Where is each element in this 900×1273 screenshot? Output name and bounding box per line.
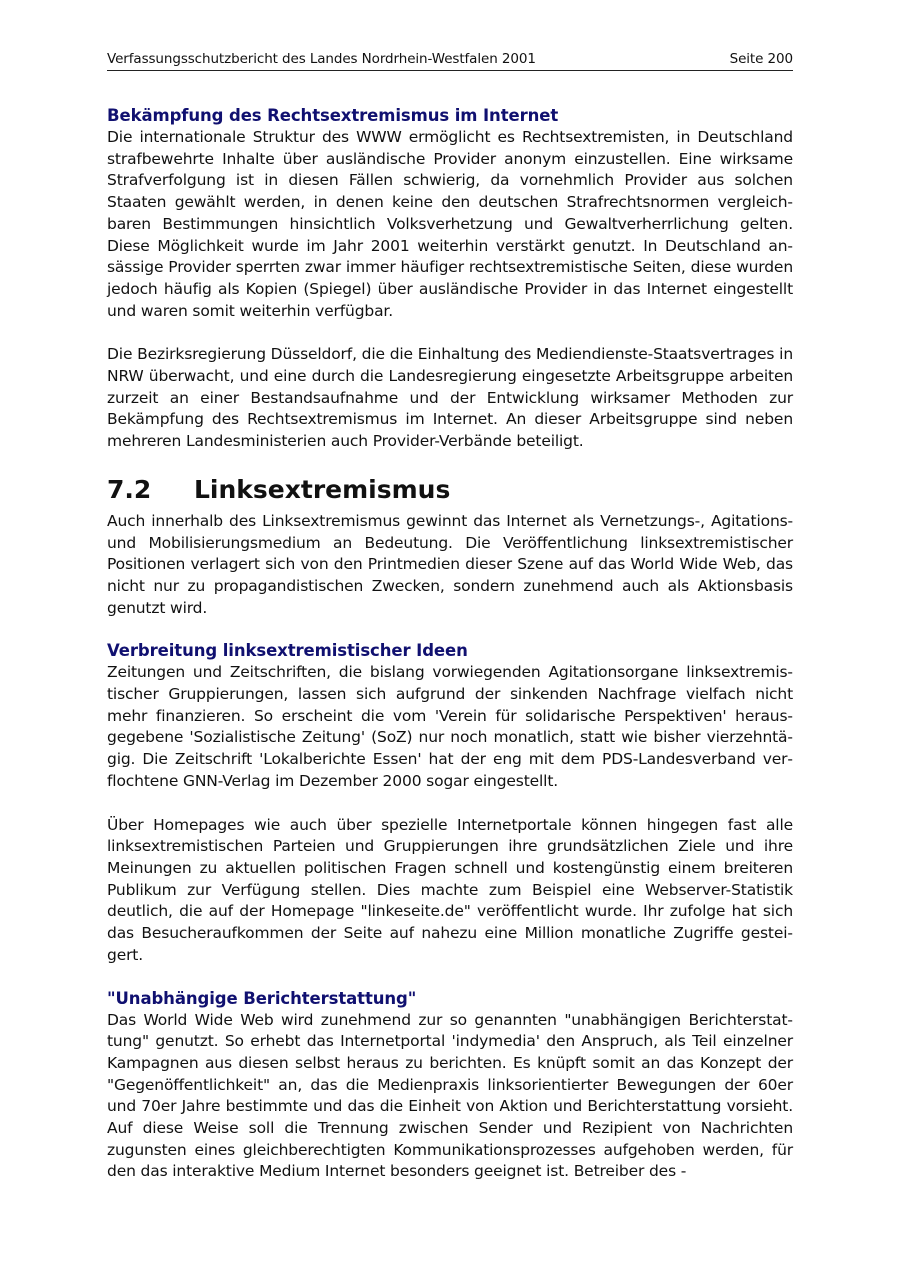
chapter-number: 7.2 bbox=[107, 474, 152, 504]
paragraph: Die Bezirksregierung Düsseldorf, die die Einhaltung des Mediendienste-Staatsvertrages in NRW überwacht, und eine durch die Landesregierung eingesetzte Arbeitsgruppe arbeiten zurzeit an einer Bestandsaufnahme und der Entwicklung wirksamer Methoden zur Bekämpfung des Rechtsextremismus im Internet. An dieser Arbeitsgruppe sind neben mehreren Landesministerien auch Provider-Verbände beteiligt. bbox=[107, 345, 793, 451]
header-title: Verfassungsschutzbericht des Landes Nordrhein-Westfalen 2001 bbox=[107, 51, 536, 67]
page-content bbox=[107, 105, 793, 1183]
paragraph: Über Homepages wie auch über spezielle Internetportale können hingegen fast alle linksextremistischen Parteien und Gruppierungen ihre grundsätzlichen Ziele und ihre Meinungen zu aktuellen politischen Fragen schnell und kostengünstig einem breiteren Publikum zur Verfügung stellen. Dies machte zum Beispiel eine Webserver-Statistik deutlich, die auf der Homepage "linkeseite.de" veröffentlicht wurde. Ihr zufolge hat sich das Besucheraufkommen der Seite auf nahezu eine Million monatliche Zugriffe gesteigert. bbox=[107, 815, 793, 964]
chapter-heading bbox=[107, 475, 793, 505]
document-page bbox=[107, 50, 793, 1183]
paragraph: Auch innerhalb des Linksextremismus gewinnt das Internet als Vernetzungs-, Agitations- und Mobilisierungsmedium an Bedeutung. Die Veröffentlichung linksextremistischer Positionen verlagert sich von den Printmedien dieser Szene auf das World Wide Web, das nicht nur zu propagandistischen Zwecken, sondern zunehmend auch als Aktionsbasis genutzt wird. bbox=[107, 511, 793, 617]
paragraph: Zeitungen und Zeitschriften, die bislang vorwiegenden Agitationsorgane linksextremistischer Gruppierungen, lassen sich aufgrund der sinkenden Nachfrage vielfach nicht mehr finanzieren. So erscheint die vom 'Verein für solidarische Perspektiven' herausgegebene 'Sozialistische Zeitung' (SoZ) nur noch monatlich, statt wie bisher vierzehntägig. Die Zeitschrift 'Lokalberichte Essen' hat der eng mit dem PDS-Landesverband verflochtene GNN-Verlag im Dezember 2000 sogar eingestellt. bbox=[107, 663, 793, 790]
section-heading-berichterstattung: "Unabhängige Berichterstattung" bbox=[107, 988, 417, 1008]
paragraph: Das World Wide Web wird zunehmend zur so genannten "unabhängigen Berichterstattung" genutzt. So erhebt das Internetportal 'indymedia' den Anspruch, als Teil einzelner Kampagnen aus diesen selbst heraus zu berichten. Es knüpft somit an das Konzept der "Gegenöffentlichkeit" an, das die Medienpraxis linksorientierter Bewegungen der 60er und 70er Jahre bestimmte und das die Einheit von Aktion und Berichterstattung vorsieht. Auf diese Weise soll die Trennung zwischen Sender und Rezipient von Nachrichten zugunsten eines gleichberechtigten Kommunikationsprozesses aufgehoben werden, für den das interaktive Medium Internet besonders geeignet ist. Betreiber des - bbox=[107, 1010, 793, 1181]
page-number: Seite 200 bbox=[729, 51, 793, 67]
section-heading-verbreitung: Verbreitung linksextremistischer Ideen bbox=[107, 641, 468, 661]
paragraph: Die internationale Struktur des WWW ermöglicht es Rechtsextremisten, in Deutschland strafbewehrte Inhalte über ausländische Provider anonym einzustellen. Eine wirksame Strafverfolgung ist in diesen Fällen schwierig, da vornehmlich Provider aus solchen Staaten gewählt werden, in denen keine den deutschen Strafrechtsnormen vergleichbaren Bestimmungen hinsichtlich Volksverhetzung und Gewaltverherrlichung gelten. Diese Möglichkeit wurde im Jahr 2001 weiterhin verstärkt genutzt. In Deutschland ansässige Provider sperrten zwar immer häufiger rechtsextremistische Seiten, diese wurden jedoch häufig als Kopien (Spiegel) über ausländische Provider in das Internet eingestellt und waren somit weiterhin verfügbar. bbox=[107, 128, 793, 320]
section-heading-rechtsextremismus-internet: Bekämpfung des Rechtsextremismus im Internet bbox=[107, 106, 559, 125]
page-header bbox=[107, 50, 793, 71]
chapter-title: Linksextremismus bbox=[194, 474, 451, 504]
